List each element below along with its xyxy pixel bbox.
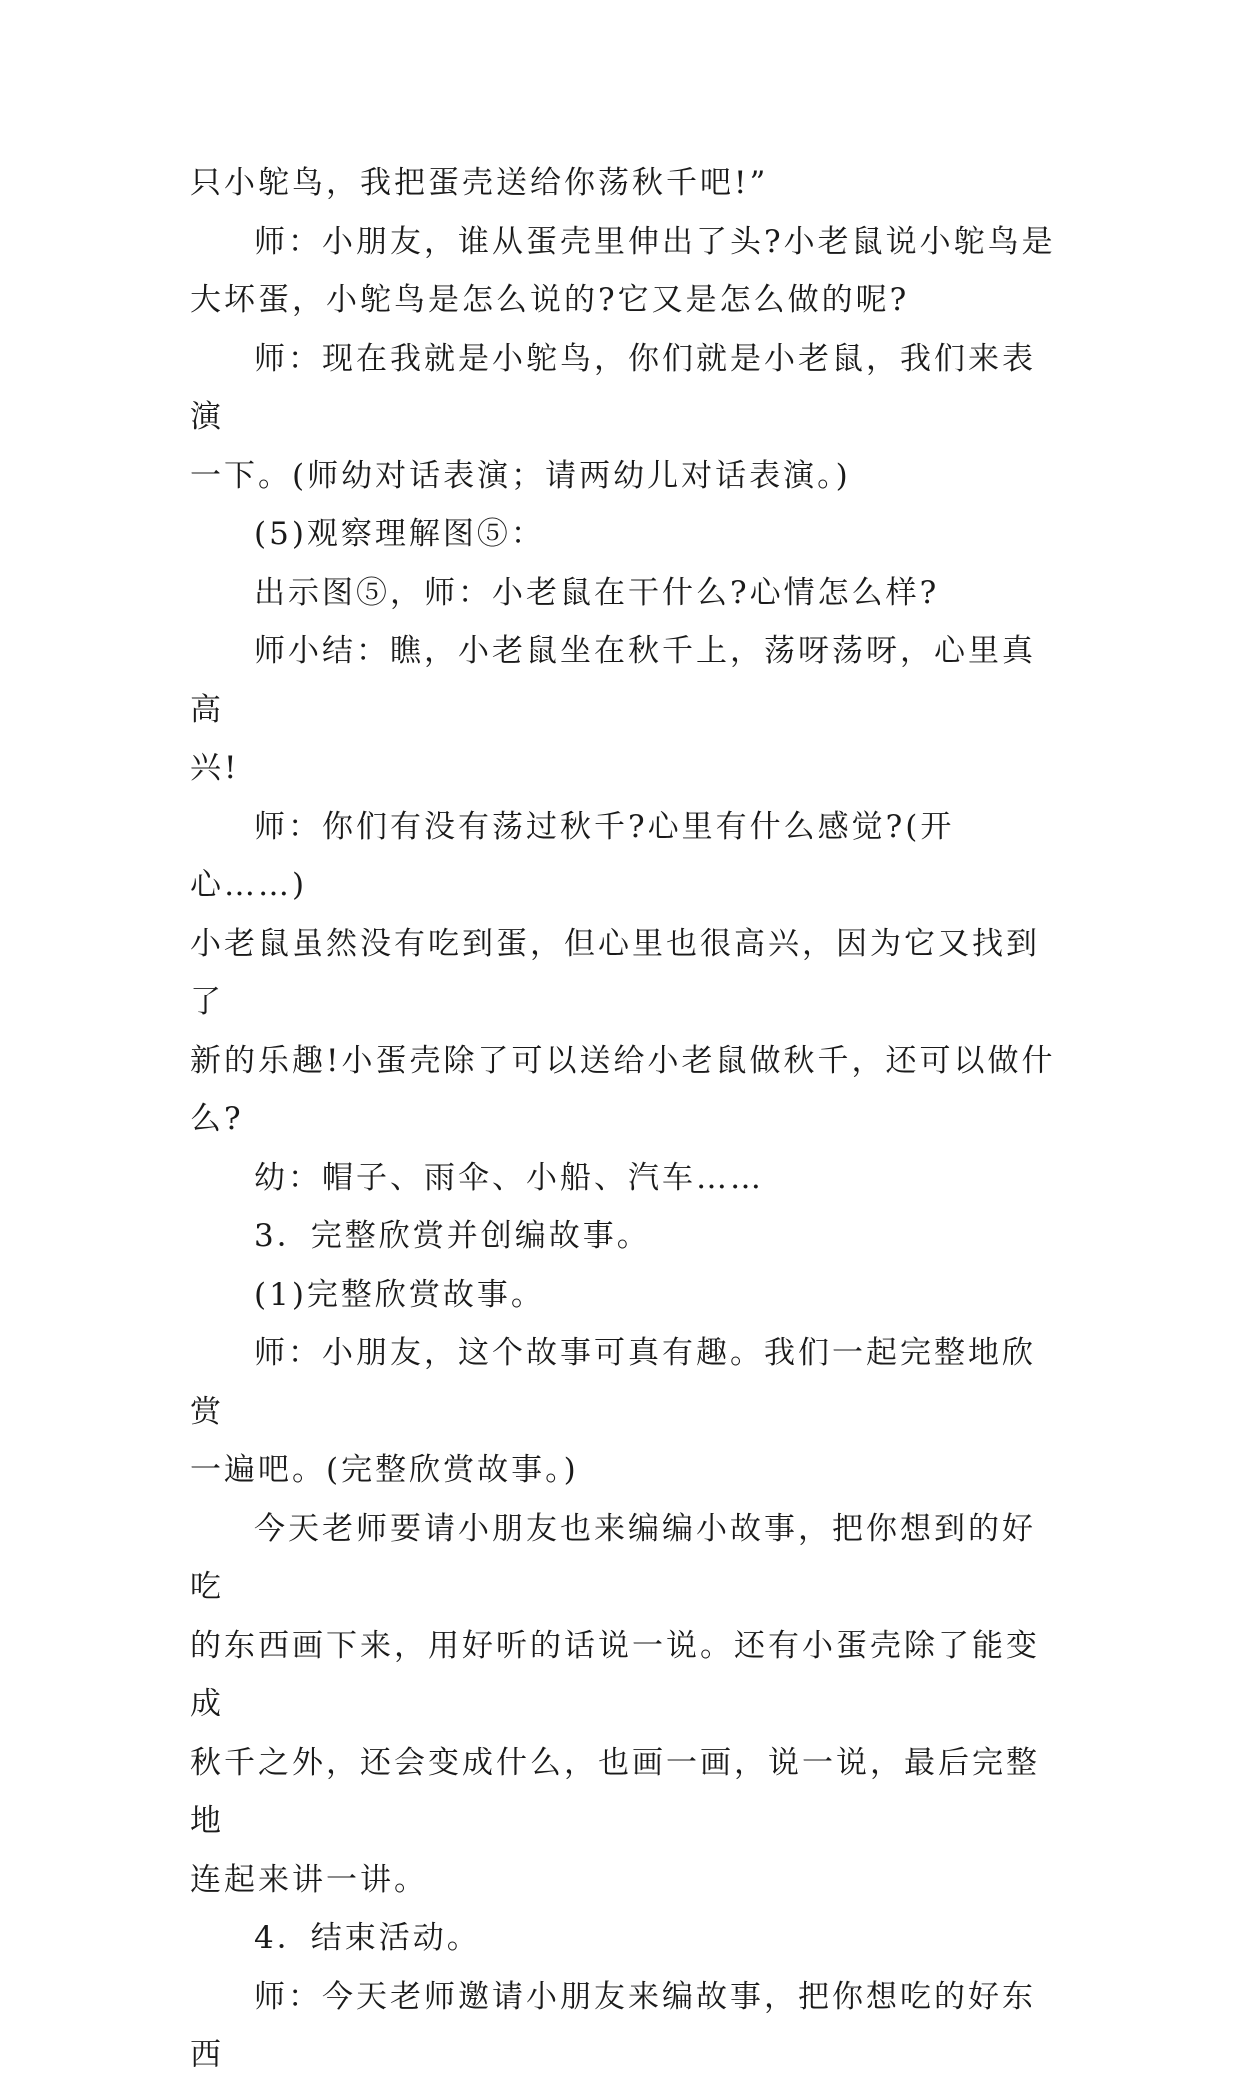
document-body bbox=[190, 154, 1060, 2085]
section-heading: 3．完整欣赏并创编故事。 bbox=[254, 1218, 651, 1254]
paragraph: 只小鸵鸟，我把蛋壳送给你荡秋千吧!” bbox=[190, 165, 769, 201]
paragraph: 师：小朋友，这个故事可真有趣。我们一起完整地欣赏 一遍吧。(完整欣赏故事。) bbox=[190, 1335, 1036, 1488]
paragraph: 师：今天老师邀请小朋友来编故事，把你想吃的好东西 bbox=[190, 1978, 1036, 2073]
paragraph: (5)观察理解图⑤： bbox=[254, 516, 545, 552]
paragraph: 今天老师要请小朋友也来编编小故事，把你想到的好吃 的东西画下来，用好听的话说一说。还有小蛋壳除了能变成 秋千之外，还会变成什么，也画一画，说一说，最后完整地 连起来讲一讲。 bbox=[190, 1510, 1040, 1898]
paragraph: 师：现在我就是小鸵鸟，你们就是小老鼠，我们来表演 一下。(师幼对话表演；请两幼儿对话表演。) bbox=[190, 340, 1036, 494]
paragraph: 师：小朋友，谁从蛋壳里伸出了头?小老鼠说小鸵鸟是 大坏蛋，小鸵鸟是怎么说的?它又是怎么做的呢? bbox=[190, 223, 1056, 318]
paragraph: 师：你们有没有荡过秋千?心里有什么感觉?(开心……) 小老鼠虽然没有吃到蛋，但心里也很高兴，因为它又找到了 新的乐趣!小蛋壳除了可以送给小老鼠做秋千，还可以做什 么? bbox=[190, 808, 1056, 1137]
section-heading: 4．结束活动。 bbox=[254, 1920, 481, 1956]
paragraph: 幼：帽子、雨伞、小船、汽车…… bbox=[254, 1159, 764, 1196]
paragraph: 出示图⑤，师：小老鼠在干什么?心情怎么样? bbox=[254, 574, 940, 611]
paragraph: 师小结：瞧，小老鼠坐在秋千上，荡呀荡呀，心里真高 兴! bbox=[190, 633, 1036, 786]
subsection-heading: (1)完整欣赏故事。 bbox=[254, 1276, 545, 1313]
